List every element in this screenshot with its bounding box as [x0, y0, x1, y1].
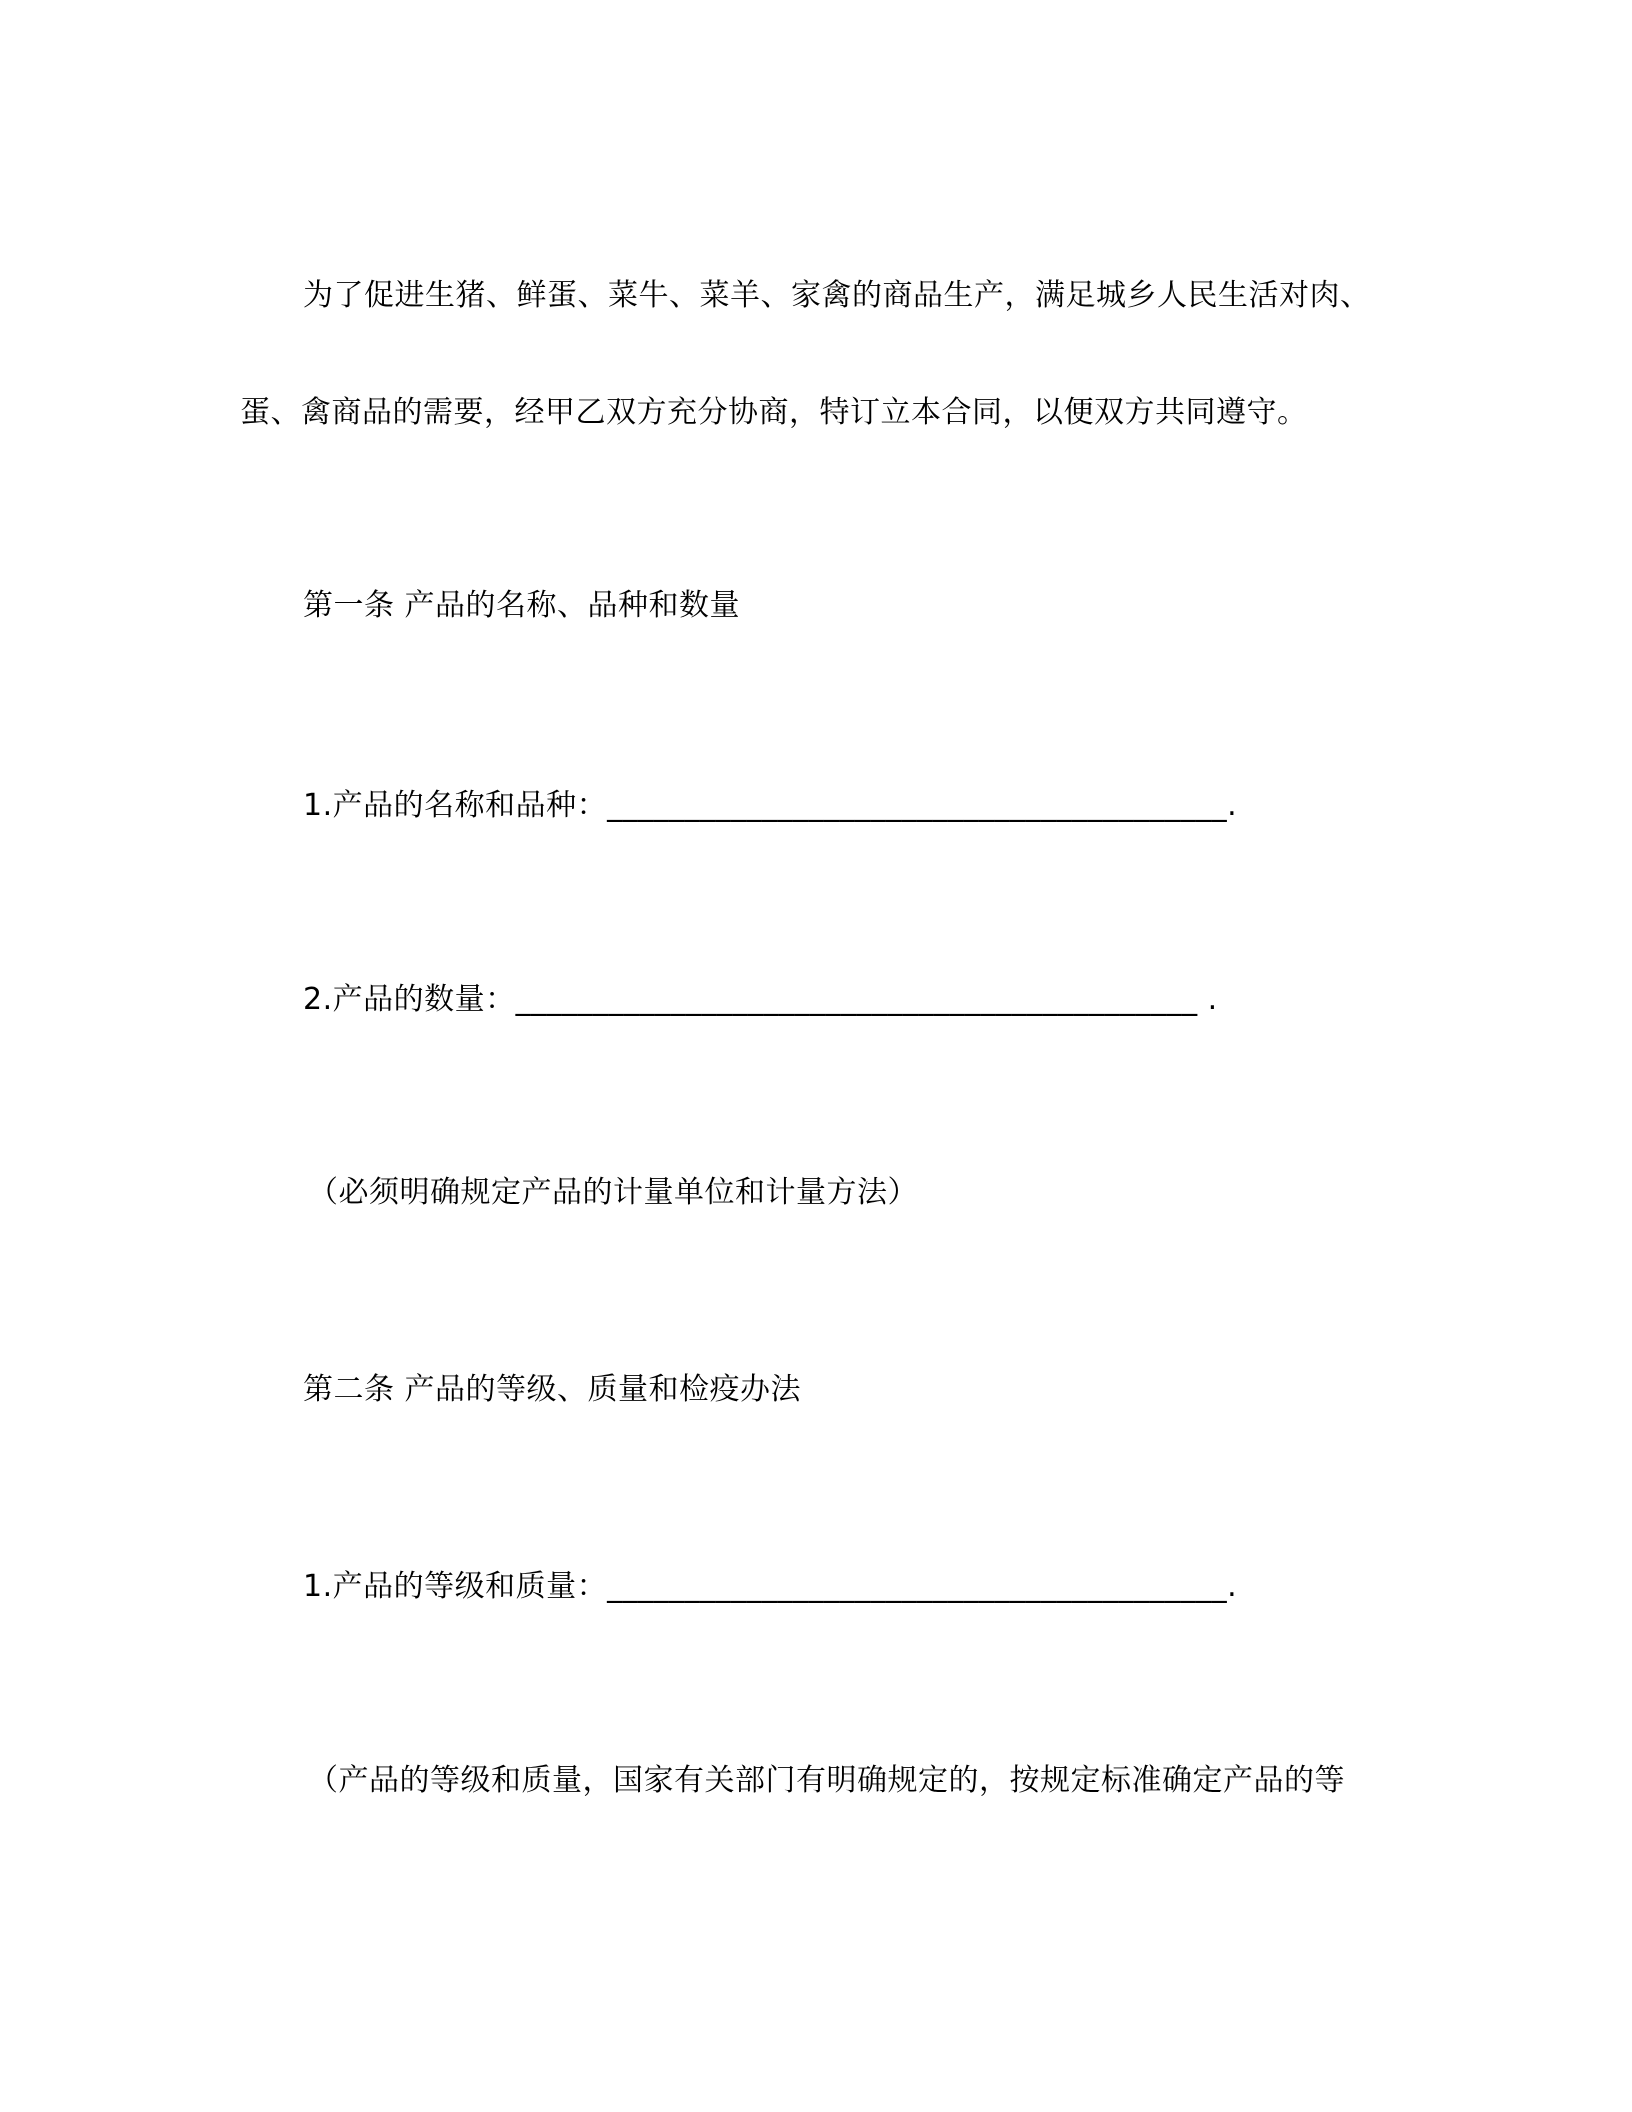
- article-1-heading: 第一条 产品的名称、品种和数量: [303, 588, 741, 623]
- product-name-variety-field: 1.产品的名称和品种：________________________________________.: [303, 788, 1238, 823]
- product-grade-quality-field: 1.产品的等级和质量：________________________________________.: [303, 1569, 1238, 1604]
- quantity-note: （必须明确规定产品的计量单位和计量方法）: [308, 1175, 918, 1210]
- product-quantity-field: 2.产品的数量：____________________________________________ .: [303, 982, 1218, 1017]
- intro-paragraph-line-1: 为了促进生猪、鲜蛋、菜牛、菜羊、家禽的商品生产，满足城乡人民生活对肉、: [303, 278, 1371, 313]
- intro-paragraph-line-2: 蛋、禽商品的需要，经甲乙双方充分协商，特订立本合同，以便双方共同遵守。: [240, 395, 1308, 430]
- article-2-heading: 第二条 产品的等级、质量和检疫办法: [303, 1372, 802, 1407]
- grade-quality-note: （产品的等级和质量，国家有关部门有明确规定的，按规定标准确定产品的等: [308, 1763, 1345, 1798]
